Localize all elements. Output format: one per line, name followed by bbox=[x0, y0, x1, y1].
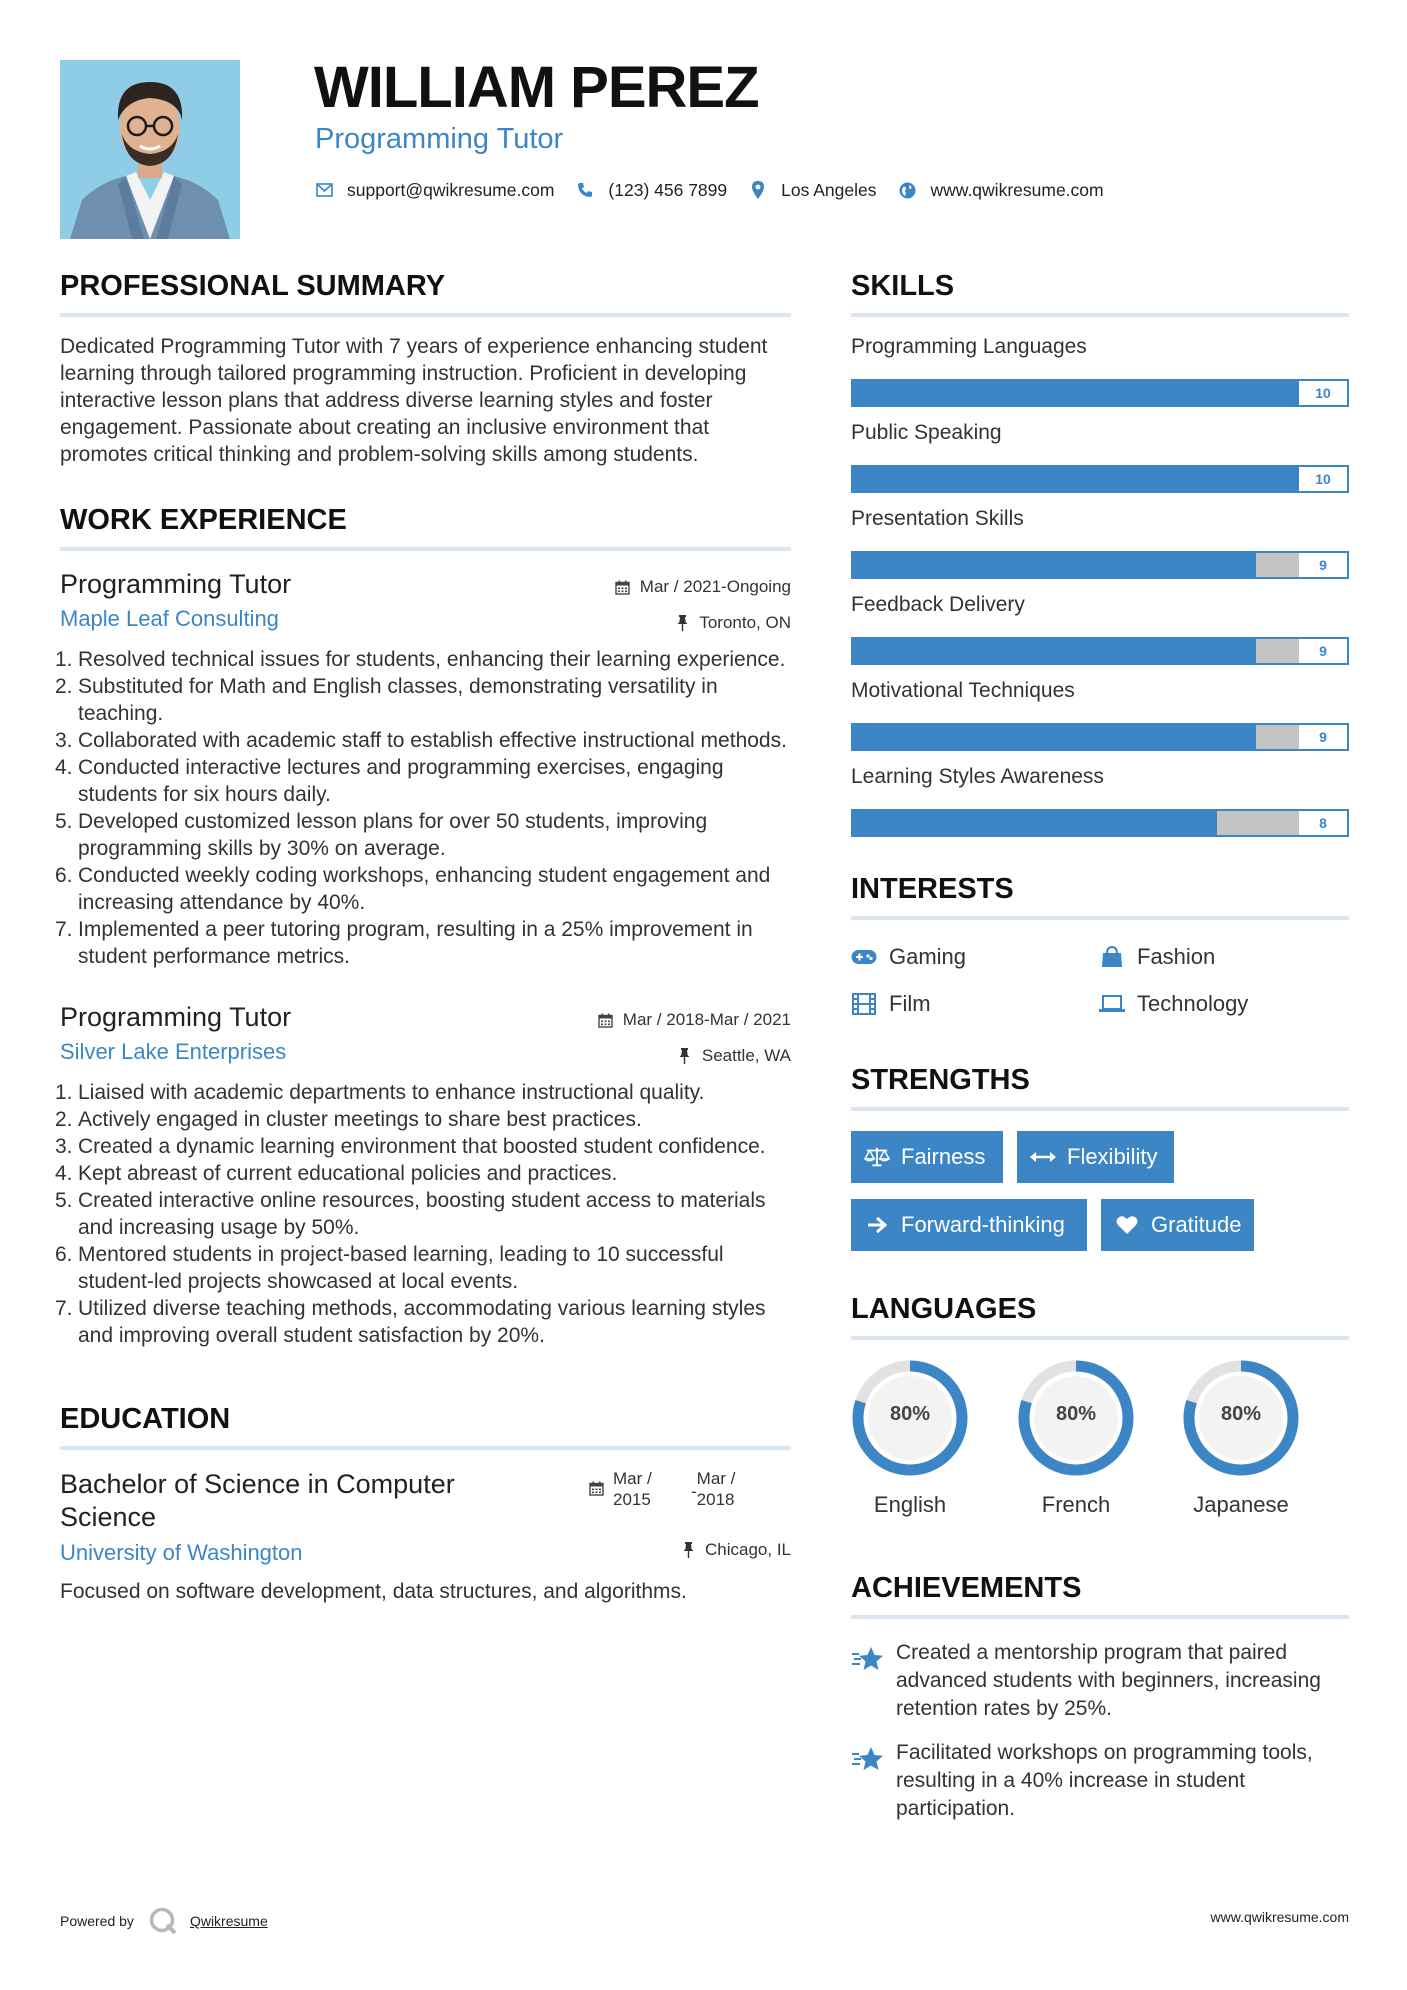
calendar-icon bbox=[615, 579, 631, 595]
job-company: Silver Lake Enterprises bbox=[60, 1039, 287, 1064]
skills-section bbox=[851, 270, 1349, 837]
achievement-text: Created a mentorship program that paired advanced students with beginners, increasing retention rates by 25%. bbox=[896, 1641, 1321, 1720]
strength-chip bbox=[1017, 1131, 1174, 1183]
qwikresume-link[interactable]: Qwikresume bbox=[189, 1913, 268, 1929]
list-item: 2. Substituted for Math and English classes, demonstrating versatility in teaching. bbox=[55, 675, 718, 725]
contact-email[interactable] bbox=[315, 180, 554, 201]
contact-bar bbox=[315, 178, 1126, 202]
job-title: Programming Tutor bbox=[60, 569, 292, 599]
laptop-icon bbox=[1099, 993, 1125, 1015]
language-item bbox=[850, 1358, 970, 1518]
job-date bbox=[615, 577, 791, 597]
section-divider bbox=[60, 313, 791, 317]
language-percent: 80% bbox=[889, 1403, 931, 1425]
skill-label: Public Speaking bbox=[851, 421, 1002, 444]
skill-item bbox=[851, 421, 1349, 493]
interest-item bbox=[851, 991, 931, 1017]
arrows-horizontal-icon bbox=[1030, 1146, 1056, 1168]
list-item: 5. Developed customized lesson plans for over 50 students, improving programming skills by 30% on average. bbox=[55, 810, 708, 860]
list-item: 1. Resolved technical issues for students, enhancing their learning experience. bbox=[55, 648, 786, 671]
skills-heading: SKILLS bbox=[851, 270, 955, 302]
map-marker-icon bbox=[749, 181, 767, 199]
calendar-icon bbox=[598, 1012, 614, 1028]
skill-bar-fill bbox=[853, 467, 1347, 491]
profile-photo bbox=[60, 60, 240, 239]
strength-chip bbox=[1101, 1199, 1254, 1251]
school-name: University of Washington bbox=[60, 1540, 303, 1565]
summary-section bbox=[60, 270, 791, 468]
education-description: Focused on software development, data structures, and algorithms. bbox=[60, 1580, 687, 1603]
globe-icon bbox=[899, 181, 917, 199]
skill-bar-fill bbox=[853, 725, 1256, 749]
interests-heading: INTERESTS bbox=[851, 873, 1014, 905]
candidate-title: Programming Tutor bbox=[315, 123, 564, 155]
skill-bar-fill bbox=[853, 811, 1217, 835]
education-end-date: Mar / 2018 bbox=[696, 1469, 736, 1509]
envelope-icon bbox=[315, 181, 333, 199]
strengths-list bbox=[851, 1131, 1349, 1281]
list-item: 4. Conducted interactive lectures and programming exercises, engaging students for six hours daily. bbox=[55, 756, 724, 806]
skill-score: 9 bbox=[1299, 553, 1347, 577]
job-location-text: Seattle, WA bbox=[701, 1046, 791, 1065]
interest-label: Film bbox=[889, 991, 931, 1016]
page-footer bbox=[60, 1900, 1349, 1930]
summary-heading: PROFESSIONAL SUMMARY bbox=[60, 270, 446, 302]
education-location bbox=[680, 1540, 791, 1560]
achievement-item bbox=[851, 1639, 1349, 1723]
star-badge-icon bbox=[851, 1744, 885, 1774]
list-item: 2. Actively engaged in cluster meetings to share best practices. bbox=[55, 1108, 642, 1131]
interest-item bbox=[1099, 944, 1215, 970]
left-column bbox=[55, 270, 791, 1605]
contact-email-text: support@qwikresume.com bbox=[347, 179, 555, 200]
education-start-date: Mar / 2015 bbox=[613, 1469, 652, 1509]
contact-website[interactable] bbox=[899, 180, 1104, 201]
summary-text: Dedicated Programming Tutor with 7 years of experience enhancing student learning through tailored programming instruction. Proficient in developing interactive lesson plans that address diverse learning styles and foster engagement. Passionate about creating an inclusive environment that promotes critical thinking and problem-solving skills among students. bbox=[60, 335, 768, 466]
list-item: 6. Mentored students in project-based learning, leading to 10 successful student-led projects showcased at local events. bbox=[55, 1243, 724, 1293]
skill-bar bbox=[851, 637, 1349, 665]
education-dates: Mar / 2015 - Mar / 2018 bbox=[588, 1468, 753, 1510]
languages-section bbox=[851, 1293, 1349, 1548]
footer-website[interactable]: www.qwikresume.com bbox=[1210, 1909, 1349, 1925]
education-heading: EDUCATION bbox=[60, 1403, 231, 1435]
list-item: 7. Utilized diverse teaching methods, accommodating various learning styles and improving overall student satisfaction by 20%. bbox=[55, 1297, 766, 1347]
list-item: 3. Collaborated with academic staff to establish effective instructional methods. bbox=[55, 729, 787, 752]
skill-item bbox=[851, 593, 1349, 665]
strength-label: Flexibility bbox=[1067, 1144, 1158, 1169]
arrow-right-icon bbox=[864, 1214, 890, 1236]
powered-by-label: Powered by bbox=[60, 1913, 134, 1929]
job-location bbox=[677, 1046, 791, 1066]
language-name: Japanese bbox=[1193, 1492, 1289, 1517]
section-divider bbox=[851, 313, 1349, 317]
gamepad-icon bbox=[851, 946, 877, 968]
education-location-text: Chicago, IL bbox=[705, 1540, 791, 1559]
education-section bbox=[60, 1403, 791, 1605]
achievements-heading: ACHIEVEMENTS bbox=[851, 1572, 1082, 1604]
section-divider bbox=[851, 1107, 1349, 1111]
job-location bbox=[674, 613, 791, 633]
list-item: 3. Created a dynamic learning environment that boosted student confidence. bbox=[55, 1135, 766, 1158]
job-bullets bbox=[55, 1079, 791, 1349]
skill-item bbox=[851, 507, 1349, 579]
job-date bbox=[598, 1010, 791, 1030]
section-divider bbox=[851, 1615, 1349, 1619]
skill-label: Learning Styles Awareness bbox=[851, 765, 1104, 788]
film-icon bbox=[851, 993, 877, 1015]
skill-bar-fill bbox=[853, 639, 1256, 663]
list-item: 5. Created interactive online resources, boosting student access to materials and increasing usage by 50%. bbox=[55, 1189, 766, 1239]
language-item bbox=[1181, 1358, 1301, 1518]
languages-list bbox=[851, 1358, 1349, 1548]
job-date-text: Mar / 2018-Mar / 2021 bbox=[622, 1010, 791, 1029]
list-item: 7. Implemented a peer tutoring program, resulting in a 25% improvement in student performance metrics. bbox=[55, 918, 753, 968]
contact-phone-text: (123) 456 7899 bbox=[608, 179, 728, 200]
skill-label: Motivational Techniques bbox=[851, 679, 1075, 702]
skill-score: 8 bbox=[1299, 811, 1347, 835]
skill-score: 10 bbox=[1299, 381, 1347, 405]
achievement-item bbox=[851, 1739, 1349, 1823]
languages-heading: LANGUAGES bbox=[851, 1293, 1037, 1325]
job-entry bbox=[55, 1002, 791, 1349]
skill-bar-fill bbox=[853, 553, 1256, 577]
skill-item bbox=[851, 679, 1349, 751]
heart-icon bbox=[1114, 1214, 1140, 1236]
strength-chip bbox=[851, 1131, 1003, 1183]
strength-label: Forward-thinking bbox=[901, 1212, 1065, 1237]
star-badge-icon bbox=[851, 1644, 885, 1674]
balance-scale-icon bbox=[864, 1146, 890, 1168]
pushpin-icon bbox=[674, 615, 690, 631]
skill-label: Feedback Delivery bbox=[851, 593, 1025, 616]
contact-location-text: Los Angeles bbox=[781, 179, 877, 200]
education-entry bbox=[60, 1468, 791, 1605]
achievements-section bbox=[851, 1572, 1349, 1823]
experience-heading: WORK EXPERIENCE bbox=[60, 504, 347, 536]
job-title: Programming Tutor bbox=[60, 1002, 292, 1032]
section-divider bbox=[60, 547, 791, 551]
job-entry bbox=[55, 569, 791, 970]
section-divider bbox=[60, 1446, 791, 1450]
skill-bar-fill bbox=[853, 381, 1347, 405]
skill-item bbox=[851, 765, 1349, 837]
interests-section bbox=[851, 873, 1349, 1030]
calendar-icon bbox=[588, 1480, 604, 1496]
contact-website-text: www.qwikresume.com bbox=[930, 179, 1104, 200]
interest-item bbox=[1099, 991, 1248, 1017]
job-date-text: Mar / 2021-Ongoing bbox=[639, 577, 791, 596]
interest-label: Fashion bbox=[1137, 944, 1216, 969]
job-bullets bbox=[55, 646, 791, 970]
language-percent: 80% bbox=[1055, 1403, 1097, 1425]
language-percent: 80% bbox=[1220, 1403, 1262, 1425]
experience-section bbox=[55, 504, 791, 1349]
list-item: 6. Conducted weekly coding workshops, enhancing student engagement and increasing attendance by 40%. bbox=[55, 864, 771, 914]
job-location-text: Toronto, ON bbox=[699, 613, 791, 632]
interest-label: Gaming bbox=[889, 944, 967, 969]
section-divider bbox=[851, 1336, 1349, 1340]
skill-item bbox=[851, 335, 1349, 407]
skill-score: 10 bbox=[1299, 467, 1347, 491]
skill-bar bbox=[851, 723, 1349, 751]
list-item: 4. Kept abreast of current educational policies and practices. bbox=[55, 1162, 618, 1185]
strength-label: Gratitude bbox=[1151, 1212, 1242, 1237]
contact-phone[interactable] bbox=[576, 180, 727, 201]
powered-by bbox=[60, 1906, 268, 1936]
resume-header bbox=[0, 0, 1407, 250]
shopping-bag-icon bbox=[1099, 946, 1125, 968]
skill-label: Programming Languages bbox=[851, 335, 1087, 358]
skill-bar bbox=[851, 379, 1349, 407]
skill-label: Presentation Skills bbox=[851, 507, 1024, 530]
skill-bar bbox=[851, 809, 1349, 837]
strengths-heading: STRENGTHS bbox=[851, 1064, 1030, 1096]
skills-list bbox=[851, 335, 1349, 837]
right-column bbox=[851, 270, 1349, 1823]
strengths-section bbox=[851, 1064, 1349, 1281]
skill-bar bbox=[851, 465, 1349, 493]
skill-score: 9 bbox=[1299, 639, 1347, 663]
pushpin-icon bbox=[680, 1542, 696, 1558]
phone-icon bbox=[576, 181, 594, 199]
interest-label: Technology bbox=[1137, 991, 1249, 1016]
section-divider bbox=[851, 916, 1349, 920]
interest-item bbox=[851, 944, 966, 970]
qwikresume-logo-icon bbox=[148, 1906, 178, 1936]
pushpin-icon bbox=[677, 1048, 693, 1064]
strength-label: Fairness bbox=[901, 1144, 986, 1169]
skill-score: 9 bbox=[1299, 725, 1347, 749]
achievement-text: Facilitated workshops on programming tools, resulting in a 40% increase in student participation. bbox=[896, 1741, 1313, 1820]
contact-location bbox=[749, 180, 876, 201]
interests-list bbox=[851, 936, 1349, 1030]
strength-chip bbox=[851, 1199, 1087, 1251]
language-name: French bbox=[1041, 1492, 1111, 1517]
language-name: English bbox=[873, 1492, 947, 1517]
list-item: 1. Liaised with academic departments to enhance instructional quality. bbox=[55, 1081, 705, 1104]
job-company: Maple Leaf Consulting bbox=[60, 606, 279, 631]
language-item bbox=[1016, 1358, 1136, 1518]
degree-title: Bachelor of Science in Computer Science bbox=[60, 1469, 455, 1532]
skill-bar bbox=[851, 551, 1349, 579]
candidate-name: WILLIAM PEREZ bbox=[314, 55, 759, 120]
